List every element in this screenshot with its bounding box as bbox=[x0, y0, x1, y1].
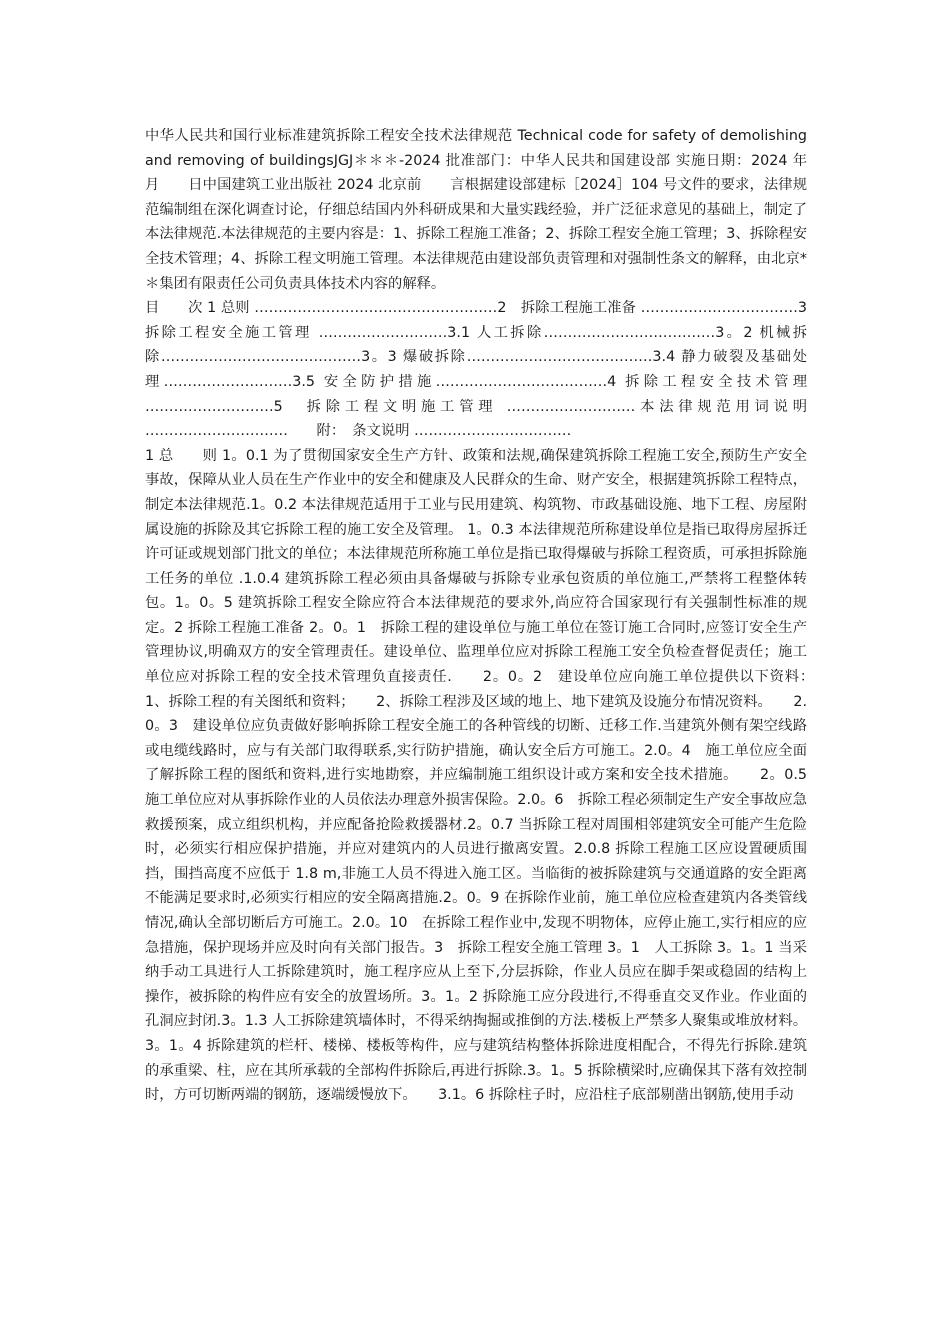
table-of-contents: 目 次 1 总则 ……………………………………………2 拆除工程施工准备 ……………………………3 拆除工程安全施工管理 ………………………3.1 人工拆除………………………………3。2 机械拆除……………………………………3。3 爆破拆除…………………………………3.4 静力破裂及基础处理………………………3.5 安全防护措施………………………………4 拆除工程安全技术管理 ………………………5 拆除工程文明施工管理 ………………………本法律规范用词说明 ………………………… 附： 条文说明 …………………………… bbox=[145, 300, 807, 440]
document-body: 1 总 则 1。0.1 为了贯彻国家安全生产方针、政策和法规,确保建筑拆除工程施工安全,预防生产安全事故，保障从业人员在生产作业中的安全和健康及人民群众的生命、财产安全，根据建筑拆除工程特点，制定本法律规范.1。0.2 本法律规范适用于工业与民用建筑、构筑物、市政基础设施、地下工程、房屋附属设施的拆除及其它拆除工程的施工安全及管理。 1。0.3 本法律规范所称建设单位是指已取得房屋拆迁许可证或规划部门批文的单位；本法律规范所称施工单位是指已取得爆破与拆除工程资质，可承担拆除施工任务的单位 .1.0.4 建筑拆除工程必须由具备爆破与拆除专业承包资质的单位施工,严禁将工程整体转包。1。0。5 建筑拆除工程安全除应符合本法律规范的要求外,尚应符合国家现行有关强制性标准的规定。2 拆除工程施工准备 2。0。1 拆除工程的建设单位与施工单位在签订施工合同时,应签订安全生产管理协议,明确双方的安全管理责任。建设单位、监理单位应对拆除工程施工安全负检查督促责任；施工单位应对拆除工程的安全技术管理负直接责任. 2。0。2 建设单位应向施工单位提供以下资料： 1、拆除工程的有关图纸和资料； 2、拆除工程涉及区域的地上、地下建筑及设施分布情况资料。 2.0。3 建设单位应负责做好影响拆除工程安全施工的各种管线的切断、迁移工作.当建筑外侧有架空线路或电缆线路时，应与有关部门取得联系,实行防护措施，确认安全后方可施工。2.0。4 施工单位应全面了解拆除工程的图纸和资料,进行实地勘察，并应编制施工组织设计或方案和安全技术措施。 2。0.5 施工单位应对从事拆除作业的人员依法办理意外损害保险。2.0。6 拆除工程必须制定生产安全事故应急救援预案，成立组织机构，并应配备抢险救援器材.2。0.7 当拆除工程对周围相邻建筑安全可能产生危险时，必须实行相应保护措施，并应对建筑内的人员进行撤离安置。2.0.8 拆除工程施工区应设置硬质围挡，围挡高度不应低于 1.8 m,非施工人员不得进入施工区。当临街的被拆除建筑与交通道路的安全距离不能满足要求时,必须实行相应的安全隔离措施.2。0。9 在拆除作业前，施工单位应检查建筑内各类管线情况,确认全部切断后方可施工。2.0。10 在拆除工程作业中,发现不明物体，应停止施工,实行相应的应急措施，保护现场并应及时向有关部门报告。3 拆除工程安全施工管理 3。1 人工拆除 3。1。1 当采纳手动工具进行人工拆除建筑时，施工程序应从上至下,分层拆除，作业人员应在脚手架或稳固的结构上操作，被拆除的构件应有安全的放置场所。3。1。2 拆除施工应分段进行,不得垂直交叉作业。作业面的孔洞应封闭.3。1.3 人工拆除建筑墙体时，不得采纳掏掘或推倒的方法.楼板上严禁多人聚集或堆放材料。3。1。4 拆除建筑的栏杆、楼梯、楼板等构件，应与建筑结构整体拆除进度相配合，不得先行拆除.建筑的承重梁、柱，应在其所承载的全部构件拆除后,再进行拆除.3。1。5 拆除横梁时,应确保其下落有效控制时，方可切断两端的钢筋，逐端缓慢放下。 3.1。6 拆除柱子时，应沿柱子底部剔凿出钢筋,使用手动 bbox=[145, 447, 822, 1104]
document-intro: 中华人民共和国行业标准建筑拆除工程安全技术法律规范 Technical code for safety of demolishing and removing of buildingsJGJ＊＊＊-2024 批准部门：中华人民共和国建设部 实施日期：2024 年 月 日中国建筑工业出版社 2024 北京前 言根据建设部建标［2024］104 号文件的要求，法律规范编制组在深化调查讨论，仔细总结国内外科研成果和大量实践经验，并广泛征求意见的基础上，制定了本法律规范.本法律规范的主要内容是：1、拆除工程施工准备；2、拆除工程安全施工管理；3、拆除程安全技术管理；4、拆除工程文明施工管理。本法律规范由建设部负责管理和对强制性条文的解释，由北京*＊集团有限责任公司负责具体技术内容的解释。 bbox=[145, 128, 836, 292]
document-page bbox=[145, 124, 836, 1108]
